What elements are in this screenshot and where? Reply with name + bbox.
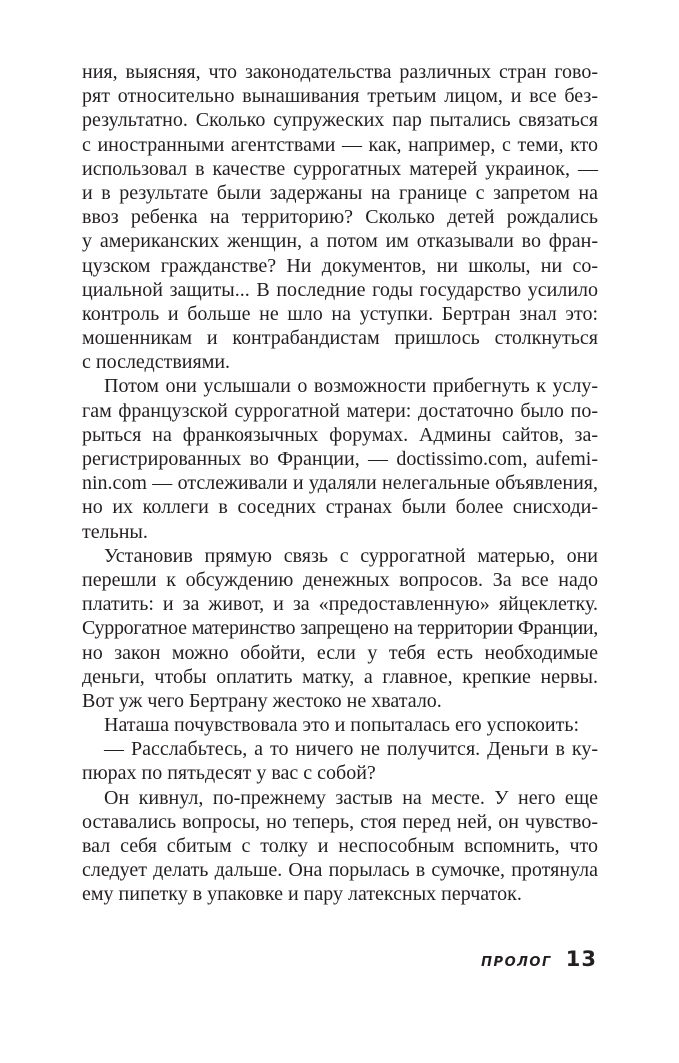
text-line: рят относительно вынашивания третьим лицом, и все без- [82,85,598,108]
paragraph [82,60,598,374]
text-line: Потом они услышали о возможности прибегнуть к услу- [104,375,598,398]
text-line: Он кивнул, по-прежнему застыв на месте. У него еще [104,786,598,809]
page-footer [481,947,597,975]
text-line: перешли к обсуждению денежных вопросов. За все надо [82,568,598,591]
text-line: регистрированных во Франции, — doctissimo.com, aufemi- [82,448,598,470]
text-line: Установив прямую связь с суррогатной матерью, они [104,544,598,567]
text-line: с последствиями. [82,351,231,374]
text-line: с иностранными агентствами — как, например, с теми, кто [82,133,598,156]
text-line: контроль и больше не шло на уступки. Бертран знал это: [82,302,598,325]
text-line: nin.com — отслеживали и удаляли нелегальные объявления, [82,472,598,495]
text-line: но закон можно обойти, если у тебя есть необходимые [82,641,598,664]
paragraph [82,786,598,907]
text-line: ему пипетку в упаковке и пару латексных перчаток. [82,883,522,906]
paragraph [82,544,598,713]
body-text [82,60,598,907]
text-line: Наташа почувствовала это и попыталась его успокоить: [104,714,580,737]
text-line: использовал в качестве суррогатных матерей украинок, — [82,157,598,180]
paragraph [82,713,598,737]
text-line: у американских женщин, а потом им отказывали во фран- [82,230,598,253]
text-line: вал себя сбитым с толку и неспособным вспомнить, что [82,835,598,857]
text-line: платить: и за живот, и за «предоставленную» яйцеклетку. [82,593,598,616]
text-line: тельны. [82,520,148,543]
text-line: ввоз ребенка на территорию? Сколько детей рождались [82,206,598,229]
text-line: деньги, чтобы оплатить матку, а главное, крепкие нервы. [82,665,598,688]
text-line: ния, выясняя, что законодательства различных стран гово- [82,61,598,83]
page-number: 13 [565,947,597,971]
text-line: циальной защиты... В последние годы государство усилило [82,278,598,301]
text-line: рыться на франкоязычных форумах. Админы сайтов, за- [82,423,598,446]
paragraph [82,374,598,543]
text-line: результатно. Сколько супружеских пар пытались связаться [82,109,598,132]
text-line: и в результате были задержаны на границе с запретом на [82,181,598,204]
text-line: пюрах по пятьдесят у вас с собой? [82,762,376,785]
text-line: оставались вопросы, но теперь, стоя перед ней, он чувство- [82,810,598,833]
running-head: ПРОЛОГ [481,955,552,970]
text-line: Вот уж чего Бертрану жестоко не хватало. [82,689,442,712]
text-line: цузском гражданстве? Ни документов, ни школы, ни со- [82,254,598,277]
paragraph [82,737,598,785]
text-line: но их коллеги в соседних странах были более снисходи- [82,496,598,519]
text-line: следует делать дальше. Она порылась в сумочке, протянула [82,859,598,882]
text-line: Суррогатное материнство запрещено на территории Франции, [82,617,598,640]
text-line: гам французской суррогатной матери: достаточно было по- [82,399,598,422]
text-line: мошенникам и контрабандистам пришлось столкнуться [82,327,598,350]
text-line: — Расслабьтесь, а то ничего не получится. Деньги в ку- [104,738,598,761]
